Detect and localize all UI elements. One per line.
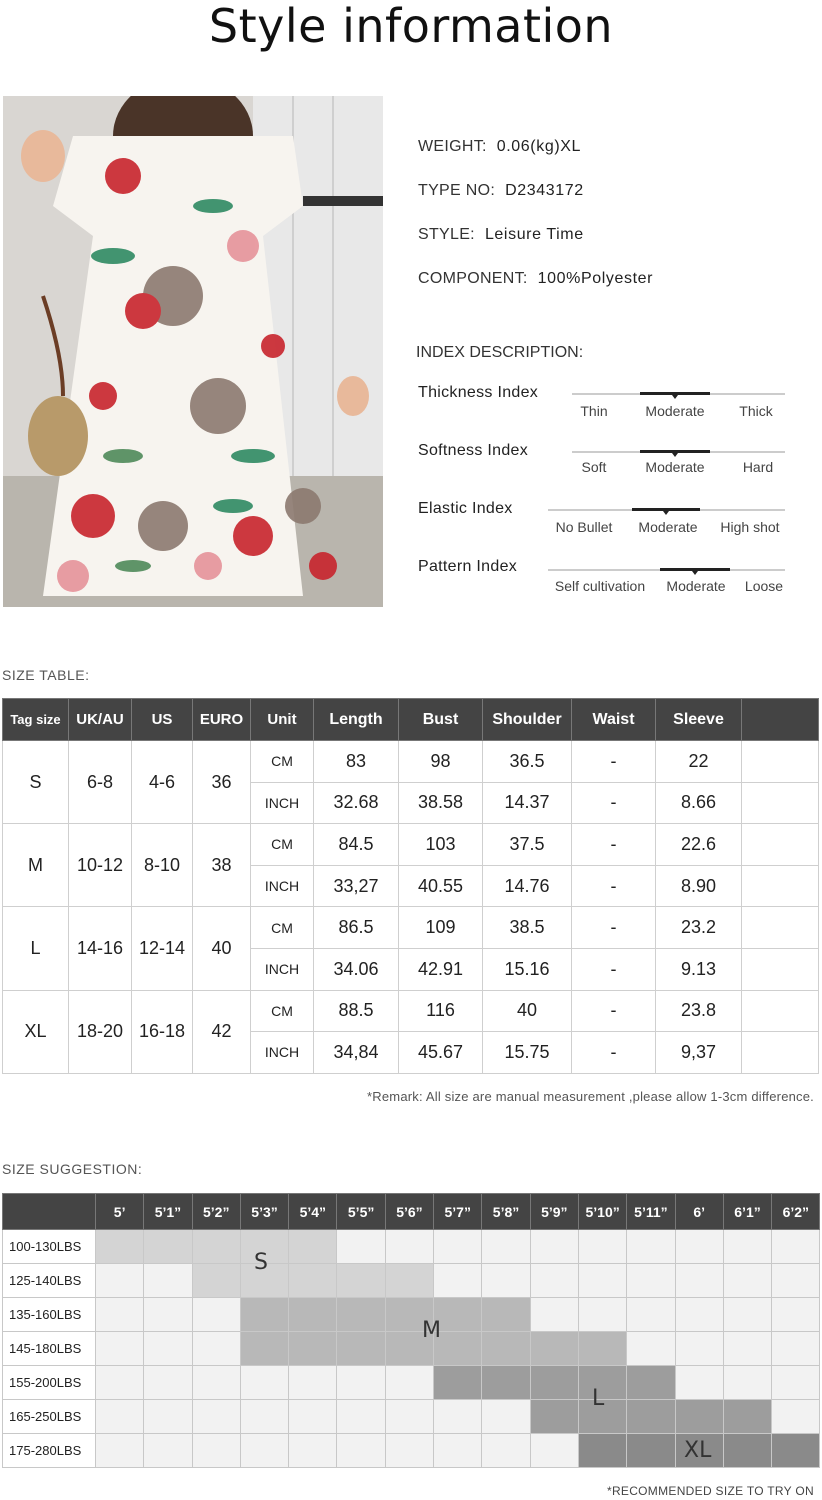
- size-l-euro: 40: [193, 907, 251, 990]
- style-row: [418, 226, 584, 244]
- type-row: [418, 182, 584, 200]
- grid-cell: [96, 1298, 144, 1332]
- table-row: [3, 741, 819, 783]
- grid-cell: [96, 1400, 144, 1434]
- table-cell: 14.76: [483, 865, 572, 907]
- thickness-option-low: Thin: [580, 403, 608, 419]
- style-label: STYLE:: [418, 226, 475, 243]
- grid-cell: [723, 1434, 771, 1468]
- height-header: 5’3”: [240, 1194, 288, 1230]
- grid-cell: [289, 1366, 337, 1400]
- table-cell: 22.6: [656, 824, 742, 866]
- table-cell: 40: [483, 990, 572, 1032]
- grid-cell: [289, 1230, 337, 1264]
- grid-cell: [530, 1264, 578, 1298]
- table-cell: 15.75: [483, 1032, 572, 1074]
- height-header: 5’2”: [192, 1194, 240, 1230]
- grid-cell: [723, 1298, 771, 1332]
- unit-inch: INCH: [251, 865, 314, 907]
- size-table-label: SIZE TABLE:: [2, 667, 90, 683]
- size-l-uk: 14-16: [69, 907, 132, 990]
- size-xl-us: 16-18: [132, 990, 193, 1073]
- grid-cell: [337, 1400, 385, 1434]
- size-s-euro: 36: [193, 741, 251, 824]
- grid-cell: [772, 1298, 820, 1332]
- table-cell: 8.90: [656, 865, 742, 907]
- grid-cell: [192, 1298, 240, 1332]
- size-zone-m: M: [422, 1318, 441, 1343]
- height-header: 5’4”: [289, 1194, 337, 1230]
- grid-cell: [530, 1332, 578, 1366]
- thickness-option-high: Thick: [739, 403, 773, 419]
- table-cell: 109: [399, 907, 483, 949]
- grid-cell: [385, 1400, 433, 1434]
- grid-cell: [482, 1264, 530, 1298]
- table-cell: 83: [314, 741, 399, 783]
- grid-cell: [240, 1434, 288, 1468]
- grid-cell: [385, 1230, 433, 1264]
- grid-cell: [240, 1332, 288, 1366]
- elastic-option-high: High shot: [720, 519, 780, 535]
- grid-cell: [434, 1434, 482, 1468]
- grid-cell: [772, 1264, 820, 1298]
- grid-cell: [482, 1230, 530, 1264]
- weight-label: 175-280LBS: [3, 1434, 96, 1468]
- grid-cell: [434, 1400, 482, 1434]
- unit-inch: INCH: [251, 948, 314, 990]
- grid-cell: [434, 1230, 482, 1264]
- grid-cell: [192, 1400, 240, 1434]
- page-title: Style information: [208, 0, 614, 53]
- component-value: 100%Polyester: [537, 270, 654, 287]
- table-cell: 103: [399, 824, 483, 866]
- table-cell: -: [572, 741, 656, 783]
- grid-cell: [578, 1332, 626, 1366]
- grid-cell: [578, 1230, 626, 1264]
- weight-row: [3, 1264, 820, 1298]
- table-cell: [742, 990, 819, 1032]
- unit-inch: INCH: [251, 782, 314, 824]
- index-description-title: INDEX DESCRIPTION:: [416, 344, 584, 361]
- grid-cell: [723, 1264, 771, 1298]
- height-header: 5’7”: [434, 1194, 482, 1230]
- grid-cell: [675, 1230, 723, 1264]
- elastic-pointer-icon: [663, 511, 669, 515]
- header-unit: Unit: [251, 699, 314, 741]
- grid-cell: [675, 1400, 723, 1434]
- grid-cell: [627, 1298, 675, 1332]
- height-header: 5’: [96, 1194, 144, 1230]
- table-cell: 88.5: [314, 990, 399, 1032]
- grid-cell: [337, 1230, 385, 1264]
- size-table-header-row: [3, 699, 819, 741]
- grid-cell: [530, 1298, 578, 1332]
- grid-cell: [627, 1264, 675, 1298]
- grid-cell: [772, 1332, 820, 1366]
- grid-cell: [723, 1332, 771, 1366]
- table-cell: [742, 907, 819, 949]
- grid-cell: [772, 1400, 820, 1434]
- thickness-option-mid: Moderate: [645, 403, 705, 419]
- header-tag-size: Tag size: [3, 699, 69, 741]
- elastic-option-mid: Moderate: [638, 519, 698, 535]
- grid-cell: [385, 1264, 433, 1298]
- grid-cell: [530, 1434, 578, 1468]
- grid-cell: [240, 1400, 288, 1434]
- size-zone-s: S: [254, 1250, 268, 1275]
- table-cell: 84.5: [314, 824, 399, 866]
- height-header: 6’2”: [772, 1194, 820, 1230]
- height-header: 5’11”: [627, 1194, 675, 1230]
- weight-label: 125-140LBS: [3, 1264, 96, 1298]
- grid-cell: [772, 1230, 820, 1264]
- size-table-remark: *Remark: All size are manual measurement ,please allow 1-3cm difference.: [367, 1089, 814, 1104]
- softness-option-low: Soft: [581, 459, 607, 475]
- table-cell: 15.16: [483, 948, 572, 990]
- size-m-euro: 38: [193, 824, 251, 907]
- grid-cell: [144, 1298, 192, 1332]
- unit-cm: CM: [251, 824, 314, 866]
- height-header: 5’10”: [578, 1194, 626, 1230]
- table-cell: [742, 948, 819, 990]
- size-suggestion-header-row: [3, 1194, 820, 1230]
- product-photo: [3, 96, 383, 607]
- table-cell: 9.13: [656, 948, 742, 990]
- table-row: [3, 990, 819, 1032]
- table-cell: 98: [399, 741, 483, 783]
- grid-cell: [723, 1366, 771, 1400]
- style-value: Leisure Time: [484, 226, 584, 243]
- grid-cell: [675, 1366, 723, 1400]
- size-xl-uk: 18-20: [69, 990, 132, 1073]
- grid-cell: [192, 1366, 240, 1400]
- header-us: US: [132, 699, 193, 741]
- weight-row: [3, 1230, 820, 1264]
- header-waist: Waist: [572, 699, 656, 741]
- grid-cell: [627, 1400, 675, 1434]
- grid-cell: [627, 1434, 675, 1468]
- elastic-option-low: No Bullet: [555, 519, 613, 535]
- unit-cm: CM: [251, 907, 314, 949]
- size-m-us: 8-10: [132, 824, 193, 907]
- pattern-option-low: Self cultivation: [554, 578, 646, 594]
- grid-cell: [289, 1332, 337, 1366]
- table-cell: 45.67: [399, 1032, 483, 1074]
- size-s-tag: S: [3, 741, 69, 824]
- softness-pointer-icon: [672, 453, 678, 457]
- weight-label: 155-200LBS: [3, 1366, 96, 1400]
- table-cell: [742, 741, 819, 783]
- table-cell: 34,84: [314, 1032, 399, 1074]
- weight-value: 0.06(kg)XL: [496, 138, 582, 155]
- height-header: 5’5”: [337, 1194, 385, 1230]
- grid-cell: [144, 1264, 192, 1298]
- floral-dress-image: [3, 96, 383, 607]
- grid-cell: [144, 1332, 192, 1366]
- grid-cell: [144, 1434, 192, 1468]
- table-cell: 23.2: [656, 907, 742, 949]
- grid-cell: [675, 1332, 723, 1366]
- grid-cell: [578, 1264, 626, 1298]
- table-cell: 86.5: [314, 907, 399, 949]
- grid-cell: [434, 1264, 482, 1298]
- grid-cell: [385, 1434, 433, 1468]
- grid-cell: [289, 1434, 337, 1468]
- grid-cell: [627, 1332, 675, 1366]
- header-sleeve: Sleeve: [656, 699, 742, 741]
- grid-cell: [289, 1400, 337, 1434]
- unit-cm: CM: [251, 741, 314, 783]
- size-xl-euro: 42: [193, 990, 251, 1073]
- grid-cell: [482, 1366, 530, 1400]
- grid-cell: [337, 1434, 385, 1468]
- grid-cell: [240, 1366, 288, 1400]
- weight-row: [3, 1400, 820, 1434]
- grid-cell: [96, 1434, 144, 1468]
- softness-option-mid: Moderate: [645, 459, 705, 475]
- grid-cell: [578, 1434, 626, 1468]
- grid-cell: [772, 1434, 820, 1468]
- weight-label: 165-250LBS: [3, 1400, 96, 1434]
- table-cell: 36.5: [483, 741, 572, 783]
- table-row: [3, 824, 819, 866]
- size-m-uk: 10-12: [69, 824, 132, 907]
- pattern-pointer-icon: [692, 571, 698, 575]
- height-header: 5’9”: [530, 1194, 578, 1230]
- grid-cell: [192, 1332, 240, 1366]
- grid-cell: [289, 1264, 337, 1298]
- grid-cell: [723, 1230, 771, 1264]
- size-zone-l: L: [592, 1386, 605, 1411]
- grid-cell: [337, 1366, 385, 1400]
- table-row: [3, 907, 819, 949]
- table-cell: 38.58: [399, 782, 483, 824]
- header-blank: [742, 699, 819, 741]
- table-cell: [742, 782, 819, 824]
- unit-inch: INCH: [251, 1032, 314, 1074]
- type-value: D2343172: [505, 182, 584, 199]
- size-xl-tag: XL: [3, 990, 69, 1073]
- grid-cell: [96, 1264, 144, 1298]
- weight-label: 100-130LBS: [3, 1230, 96, 1264]
- grid-cell: [192, 1434, 240, 1468]
- size-l-tag: L: [3, 907, 69, 990]
- table-cell: -: [572, 824, 656, 866]
- table-cell: -: [572, 907, 656, 949]
- grid-cell: [627, 1366, 675, 1400]
- grid-cell: [144, 1230, 192, 1264]
- size-s-uk: 6-8: [69, 741, 132, 824]
- table-cell: 34.06: [314, 948, 399, 990]
- table-cell: 23.8: [656, 990, 742, 1032]
- header-bust: Bust: [399, 699, 483, 741]
- grid-cell: [385, 1366, 433, 1400]
- grid-cell: [482, 1400, 530, 1434]
- grid-cell: [675, 1298, 723, 1332]
- header-shoulder: Shoulder: [483, 699, 572, 741]
- softness-option-high: Hard: [742, 459, 774, 475]
- header-uk-au: UK/AU: [69, 699, 132, 741]
- table-cell: 37.5: [483, 824, 572, 866]
- table-cell: [742, 865, 819, 907]
- height-header: 5’1”: [144, 1194, 192, 1230]
- component-label: COMPONENT:: [418, 270, 528, 287]
- grid-cell: [192, 1230, 240, 1264]
- grid-cell: [337, 1264, 385, 1298]
- grid-cell: [96, 1366, 144, 1400]
- grid-cell: [772, 1366, 820, 1400]
- header-length: Length: [314, 699, 399, 741]
- unit-cm: CM: [251, 990, 314, 1032]
- grid-cell: [723, 1400, 771, 1434]
- grid-cell: [578, 1298, 626, 1332]
- size-s-us: 4-6: [132, 741, 193, 824]
- grid-cell: [482, 1332, 530, 1366]
- table-cell: 38.5: [483, 907, 572, 949]
- grid-cell: [675, 1264, 723, 1298]
- grid-cell: [434, 1366, 482, 1400]
- pattern-option-high: Loose: [744, 578, 784, 594]
- table-cell: -: [572, 990, 656, 1032]
- pattern-index-label: Pattern Index: [418, 558, 518, 575]
- grid-cell: [96, 1230, 144, 1264]
- weight-row: [418, 138, 581, 156]
- height-header: 6’: [675, 1194, 723, 1230]
- pattern-option-mid: Moderate: [666, 578, 726, 594]
- header-euro: EURO: [193, 699, 251, 741]
- weight-row: [3, 1332, 820, 1366]
- grid-cell: [530, 1366, 578, 1400]
- softness-index-label: Softness Index: [418, 442, 529, 459]
- height-header-corner: [3, 1194, 96, 1230]
- table-cell: 32.68: [314, 782, 399, 824]
- table-cell: -: [572, 1032, 656, 1074]
- table-cell: 14.37: [483, 782, 572, 824]
- grid-cell: [144, 1366, 192, 1400]
- grid-cell: [627, 1230, 675, 1264]
- grid-cell: [530, 1400, 578, 1434]
- table-cell: -: [572, 948, 656, 990]
- table-cell: 22: [656, 741, 742, 783]
- height-header: 5’8”: [482, 1194, 530, 1230]
- elastic-index-label: Elastic Index: [418, 500, 513, 517]
- table-cell: 33,27: [314, 865, 399, 907]
- type-label: TYPE NO:: [418, 182, 496, 199]
- grid-cell: [144, 1400, 192, 1434]
- table-cell: -: [572, 865, 656, 907]
- weight-row: [3, 1366, 820, 1400]
- grid-cell: [482, 1298, 530, 1332]
- size-suggestion-note: *RECOMMENDED SIZE TO TRY ON: [606, 1484, 814, 1498]
- table-cell: 116: [399, 990, 483, 1032]
- size-suggestion-grid: [2, 1193, 820, 1468]
- weight-row: [3, 1298, 820, 1332]
- grid-cell: [192, 1264, 240, 1298]
- grid-cell: [482, 1434, 530, 1468]
- height-header: 5’6”: [385, 1194, 433, 1230]
- thickness-pointer-icon: [672, 395, 678, 399]
- weight-label: WEIGHT:: [418, 138, 487, 155]
- table-cell: [742, 1032, 819, 1074]
- grid-cell: [96, 1332, 144, 1366]
- size-m-tag: M: [3, 824, 69, 907]
- grid-cell: [337, 1332, 385, 1366]
- table-cell: 40.55: [399, 865, 483, 907]
- size-zone-xl: XL: [684, 1438, 712, 1463]
- size-suggestion-label: SIZE SUGGESTION:: [2, 1161, 143, 1177]
- thickness-index-label: Thickness Index: [418, 384, 539, 401]
- table-cell: -: [572, 782, 656, 824]
- table-cell: 9,37: [656, 1032, 742, 1074]
- size-table: [2, 698, 819, 1074]
- grid-cell: [530, 1230, 578, 1264]
- table-cell: 8.66: [656, 782, 742, 824]
- weight-label: 145-180LBS: [3, 1332, 96, 1366]
- weight-label: 135-160LBS: [3, 1298, 96, 1332]
- table-cell: 42.91: [399, 948, 483, 990]
- grid-cell: [289, 1298, 337, 1332]
- grid-cell: [337, 1298, 385, 1332]
- component-row: [418, 270, 653, 288]
- height-header: 6’1”: [723, 1194, 771, 1230]
- table-cell: [742, 824, 819, 866]
- size-l-us: 12-14: [132, 907, 193, 990]
- grid-cell: [240, 1298, 288, 1332]
